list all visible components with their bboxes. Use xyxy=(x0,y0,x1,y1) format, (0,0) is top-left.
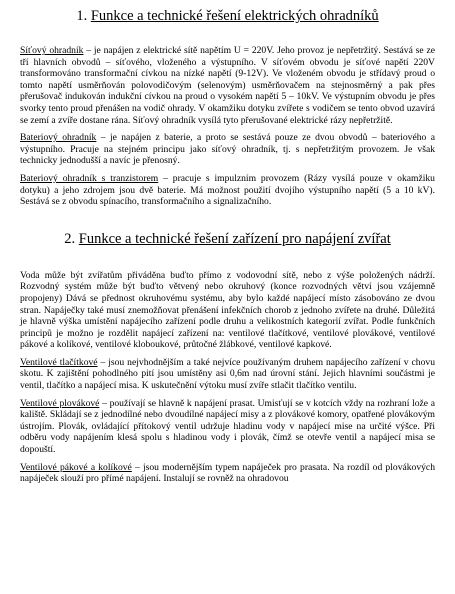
heading-2-number: 2. xyxy=(64,230,76,247)
paragraph xyxy=(20,357,435,392)
heading-1-number: 1. xyxy=(76,8,88,24)
paragraph xyxy=(20,462,435,485)
heading-1-title: Funkce a technické řešení elektrických ohradníků xyxy=(90,8,379,24)
paragraph-text: – používají se hlavně k napájení prasat. Umisťují se v kotcích vždy na rozhraní lože a kaliště. Skládají se z jednodílné nebo dvoudílné napájecí misy a z plovákové komory, opatřené plovákovým ústrojím. Plovák, ovládající přítokový ventil udržuje hladinu vody v napájecí mise na určité výšce. Při odběru vody napájením klesá spolu s hladinou vody i plovák, čímž se otevře ventil a napájecí misa se dopouští. xyxy=(20,397,435,456)
paragraph xyxy=(20,398,435,456)
heading-2-title: Funkce a technické řešení zařízení pro napájení zvířat xyxy=(78,230,391,247)
term: Ventilové tlačítkové xyxy=(20,356,98,368)
term: Bateriový ohradník xyxy=(20,132,97,144)
section-1-body xyxy=(20,45,435,208)
paragraph xyxy=(20,132,435,167)
paragraph-text: – je napájen z baterie, a proto se sestává pouze ze dvou obvodů – bateriového a výstupního. Pracuje na stejném principu jako síťový ohradník, tj. s nepřetržitým provozem. Je však technicky jednodušší a navíc je přenosný. xyxy=(20,132,435,167)
paragraph-text: – jsou modernějším typem napáječek pro prasata. Na rozdíl od plovákových napáječek slouží pro přímé napájení. Instalují se rovněž na ohradovou xyxy=(20,461,435,485)
paragraph xyxy=(20,173,435,208)
paragraph xyxy=(20,45,435,126)
paragraph-text: Voda může být zvířatům přiváděna buďto přímo z vodovodní sítě, nebo z výše položených nádrží. Rozvodný systém může být buďto větvený nebo okruhový (konce rozvodných větví jsou vzájemně propojeny) Dává se přednost okruhovému systému, aby bylo každé napájecí místo zásobováno ze dvou stran. Napáječky také musí znemožňovat přenášení infekčních chorob z jednoho zvířete na druhé. Důležitá je hlavně výška umístění napájecího zařízení podle druhu a velikostních kategorií zvířat. Podle funkčních principů je možno je rozdělit napájecí zařízení na: ventilové tlačítkové, ventilové plovákové, ventilové pákové a kolíkové, ventilové kloboukové, průtočné žlábkové, ventilové kapkové. xyxy=(20,269,435,351)
paragraph xyxy=(20,270,435,351)
section-heading-1 xyxy=(20,7,435,25)
paragraph-text: – pracuje s impulzním provozem (Rázy vysílá pouze v okamžiku dotyku) a jeho zdrojem jsou dvě baterie. Má možnost použití dvojího výstupního napětí (5 a 10 kV). Sestává se z obvodu spínacího, transformačního a signalizačního. xyxy=(20,172,435,208)
section-heading-2 xyxy=(20,230,435,248)
paragraph-text: – jsou nejvhodnějším a také nejvíce používaným druhem napájecího zařízení v chovu skotu. K zajištění pohodlného pití jsou umístěny asi 0,6m nad úrovní stání. Jejich hlavními součástmi je ventil, tlačítko a napájecí misa. K uskutečnění výtoku musí zvíře stlačit tlačítko ventilu. xyxy=(20,356,435,392)
term: Ventilové pákové a kolíkové xyxy=(20,461,132,473)
term: Ventilové plovákové xyxy=(20,397,100,409)
term: Bateriový ohradník s tranzistorem xyxy=(20,172,159,184)
paragraph-text: – je napájen z elektrické sítě napětím U = 220V. Jeho provoz je nepřetržitý. Sestává se ze tří hlavních obvodů – síťového, vloženého a výstupního. V síťovém obvodu je síťové napětí 220V transformováno transformační cívkou na nízké napětí (9-12V). Ve vloženém obvodu je střídavý proud o tomto napětí usměrňován polovodičovým (selenovým) usměrňovačem na stejnosměrný a pak přes přerušovač indukován indukční cívkou na proud o vysokém napětí 5 – 10kV. Ve výstupním obvodu je přes svorky tento proud přenášen na vodič ohrady. V okamžiku dotyku zvířete s vodičem se tento obvod uzavírá se zemí a zvíře dostane rána. Síťový ohradník vysílá tyto přerušované elektrické rázy nepřetržitě. xyxy=(20,45,435,126)
section-2-body xyxy=(20,270,435,485)
term: Síťový ohradník xyxy=(20,45,84,56)
